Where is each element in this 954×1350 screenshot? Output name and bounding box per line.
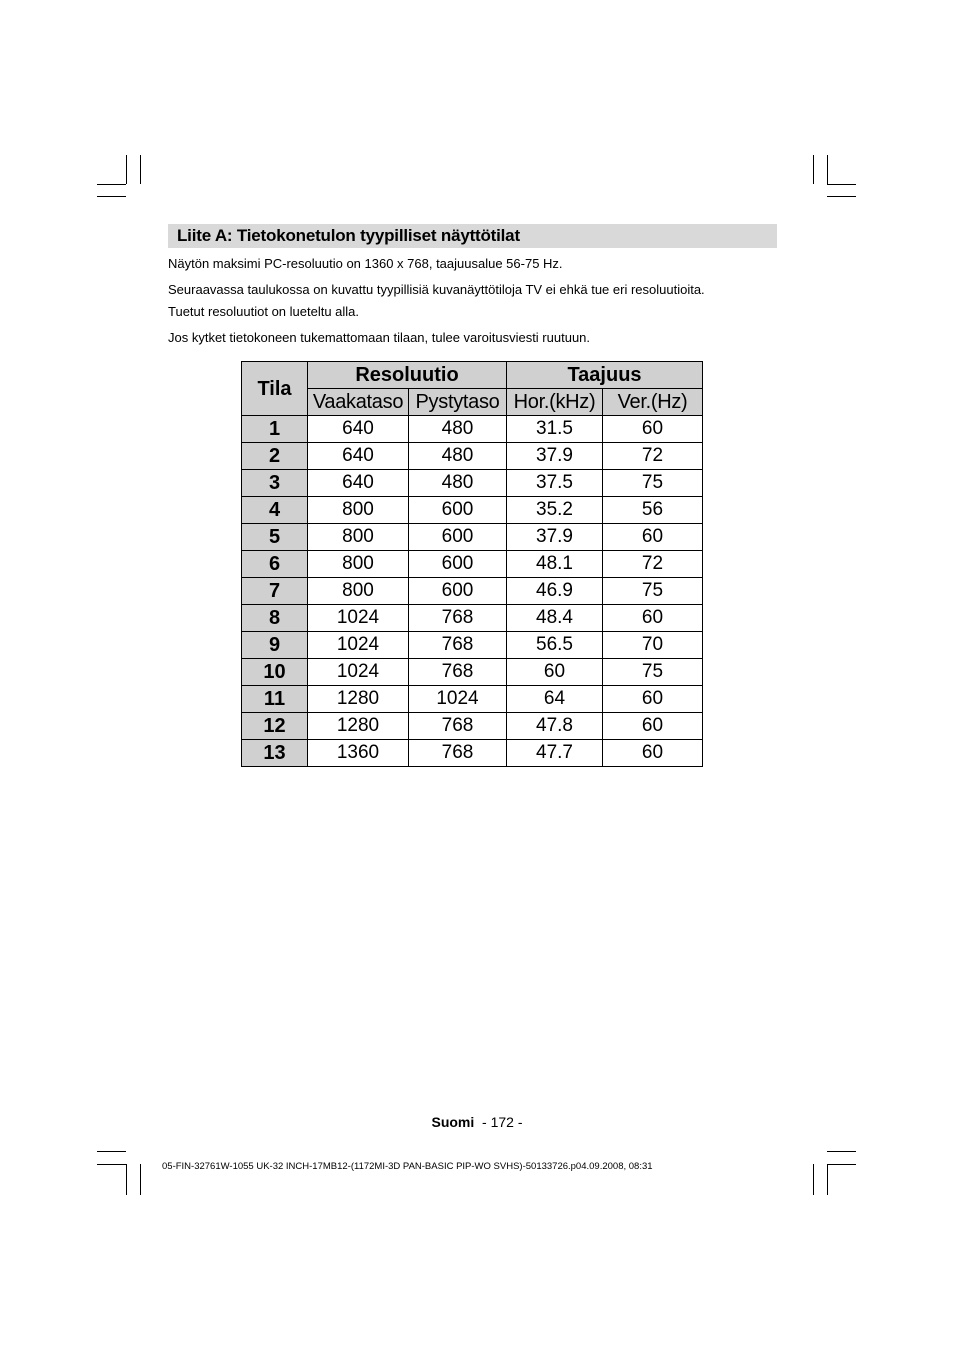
horizontal-frequency-cell: 37.9 xyxy=(507,443,603,470)
footer-page-number: - 172 - xyxy=(482,1114,523,1130)
vertical-frequency-cell: 60 xyxy=(603,524,703,551)
horizontal-resolution-cell: 640 xyxy=(308,443,409,470)
mode-number-cell: 10 xyxy=(242,659,308,686)
mode-number-cell: 7 xyxy=(242,578,308,605)
vertical-resolution-cell: 480 xyxy=(409,416,507,443)
vertical-resolution-cell: 600 xyxy=(409,551,507,578)
header-frequency: Taajuus xyxy=(507,362,703,389)
mode-number-cell: 1 xyxy=(242,416,308,443)
horizontal-resolution-cell: 640 xyxy=(308,416,409,443)
table-row xyxy=(242,740,703,767)
vertical-resolution-cell: 768 xyxy=(409,659,507,686)
mode-number-cell: 4 xyxy=(242,497,308,524)
vertical-frequency-cell: 70 xyxy=(603,632,703,659)
table-row xyxy=(242,470,703,497)
horizontal-frequency-cell: 31.5 xyxy=(507,416,603,443)
vertical-resolution-cell: 600 xyxy=(409,497,507,524)
horizontal-frequency-cell: 47.8 xyxy=(507,713,603,740)
mode-number-cell: 12 xyxy=(242,713,308,740)
vertical-resolution-cell: 600 xyxy=(409,524,507,551)
table-row xyxy=(242,578,703,605)
footer-file-info: 05-FIN-32761W-1055 UK-32 INCH-17MB12-(1172MI-3D PAN-BASIC PIP-WO SVHS)-50133726.p04.09.2008, 08:31 xyxy=(162,1161,653,1172)
paragraph-table-intro: Seuraavassa taulukossa on kuvattu tyypillisiä kuvanäyttötiloja TV ei ehkä tue eri resoluutioita. xyxy=(168,282,705,297)
horizontal-frequency-cell: 35.2 xyxy=(507,497,603,524)
mode-number-cell: 8 xyxy=(242,605,308,632)
vertical-frequency-cell: 60 xyxy=(603,605,703,632)
table-row xyxy=(242,605,703,632)
page-number xyxy=(0,1114,954,1130)
vertical-frequency-cell: 75 xyxy=(603,659,703,686)
vertical-frequency-cell: 60 xyxy=(603,416,703,443)
horizontal-resolution-cell: 800 xyxy=(308,551,409,578)
horizontal-resolution-cell: 1280 xyxy=(308,686,409,713)
section-heading-text: Liite A: Tietokonetulon tyypilliset näyttötilat xyxy=(177,226,520,245)
paragraph-supported-resolutions: Tuetut resoluutiot on lueteltu alla. xyxy=(168,304,360,319)
horizontal-resolution-cell: 800 xyxy=(308,578,409,605)
mode-number-cell: 5 xyxy=(242,524,308,551)
header-mode: Tila xyxy=(242,362,308,416)
horizontal-frequency-cell: 37.5 xyxy=(507,470,603,497)
vertical-frequency-cell: 72 xyxy=(603,443,703,470)
vertical-frequency-cell: 56 xyxy=(603,497,703,524)
horizontal-resolution-cell: 800 xyxy=(308,524,409,551)
horizontal-frequency-cell: 60 xyxy=(507,659,603,686)
horizontal-resolution-cell: 1360 xyxy=(308,740,409,767)
table-row xyxy=(242,443,703,470)
horizontal-frequency-cell: 64 xyxy=(507,686,603,713)
vertical-frequency-cell: 75 xyxy=(603,578,703,605)
table-row xyxy=(242,551,703,578)
mode-number-cell: 6 xyxy=(242,551,308,578)
table-row xyxy=(242,497,703,524)
vertical-resolution-cell: 768 xyxy=(409,632,507,659)
mode-number-cell: 3 xyxy=(242,470,308,497)
table-row xyxy=(242,524,703,551)
vertical-frequency-cell: 75 xyxy=(603,470,703,497)
table-row xyxy=(242,416,703,443)
vertical-frequency-cell: 60 xyxy=(603,740,703,767)
table-row xyxy=(242,632,703,659)
horizontal-frequency-cell: 37.9 xyxy=(507,524,603,551)
header-horizontal-frequency: Hor.(kHz) xyxy=(507,389,603,416)
horizontal-resolution-cell: 1280 xyxy=(308,713,409,740)
vertical-resolution-cell: 768 xyxy=(409,605,507,632)
display-modes-table xyxy=(241,361,703,767)
paragraph-warning-note: Jos kytket tietokoneen tukemattomaan tilaan, tulee varoitusviesti ruutuun. xyxy=(168,330,591,345)
header-vertical-resolution: Pystytaso xyxy=(409,389,507,416)
header-vertical-frequency: Ver.(Hz) xyxy=(603,389,703,416)
horizontal-resolution-cell: 1024 xyxy=(308,605,409,632)
horizontal-resolution-cell: 800 xyxy=(308,497,409,524)
horizontal-resolution-cell: 1024 xyxy=(308,632,409,659)
vertical-resolution-cell: 768 xyxy=(409,740,507,767)
paragraph-max-resolution: Näytön maksimi PC-resoluutio on 1360 x 768, taajuusalue 56-75 Hz. xyxy=(168,256,563,271)
horizontal-frequency-cell: 46.9 xyxy=(507,578,603,605)
table-row xyxy=(242,686,703,713)
vertical-resolution-cell: 1024 xyxy=(409,686,507,713)
table-row xyxy=(242,659,703,686)
vertical-frequency-cell: 60 xyxy=(603,686,703,713)
horizontal-resolution-cell: 1024 xyxy=(308,659,409,686)
footer-language: Suomi xyxy=(431,1114,475,1130)
table-row xyxy=(242,713,703,740)
header-horizontal-resolution: Vaakataso xyxy=(308,389,409,416)
vertical-frequency-cell: 60 xyxy=(603,713,703,740)
mode-number-cell: 2 xyxy=(242,443,308,470)
horizontal-frequency-cell: 48.1 xyxy=(507,551,603,578)
horizontal-resolution-cell: 640 xyxy=(308,470,409,497)
mode-number-cell: 13 xyxy=(242,740,308,767)
horizontal-frequency-cell: 48.4 xyxy=(507,605,603,632)
mode-number-cell: 11 xyxy=(242,686,308,713)
vertical-resolution-cell: 600 xyxy=(409,578,507,605)
header-resolution: Resoluutio xyxy=(308,362,507,389)
vertical-resolution-cell: 768 xyxy=(409,713,507,740)
vertical-resolution-cell: 480 xyxy=(409,470,507,497)
horizontal-frequency-cell: 56.5 xyxy=(507,632,603,659)
vertical-frequency-cell: 72 xyxy=(603,551,703,578)
section-heading xyxy=(168,224,777,248)
vertical-resolution-cell: 480 xyxy=(409,443,507,470)
mode-number-cell: 9 xyxy=(242,632,308,659)
horizontal-frequency-cell: 47.7 xyxy=(507,740,603,767)
